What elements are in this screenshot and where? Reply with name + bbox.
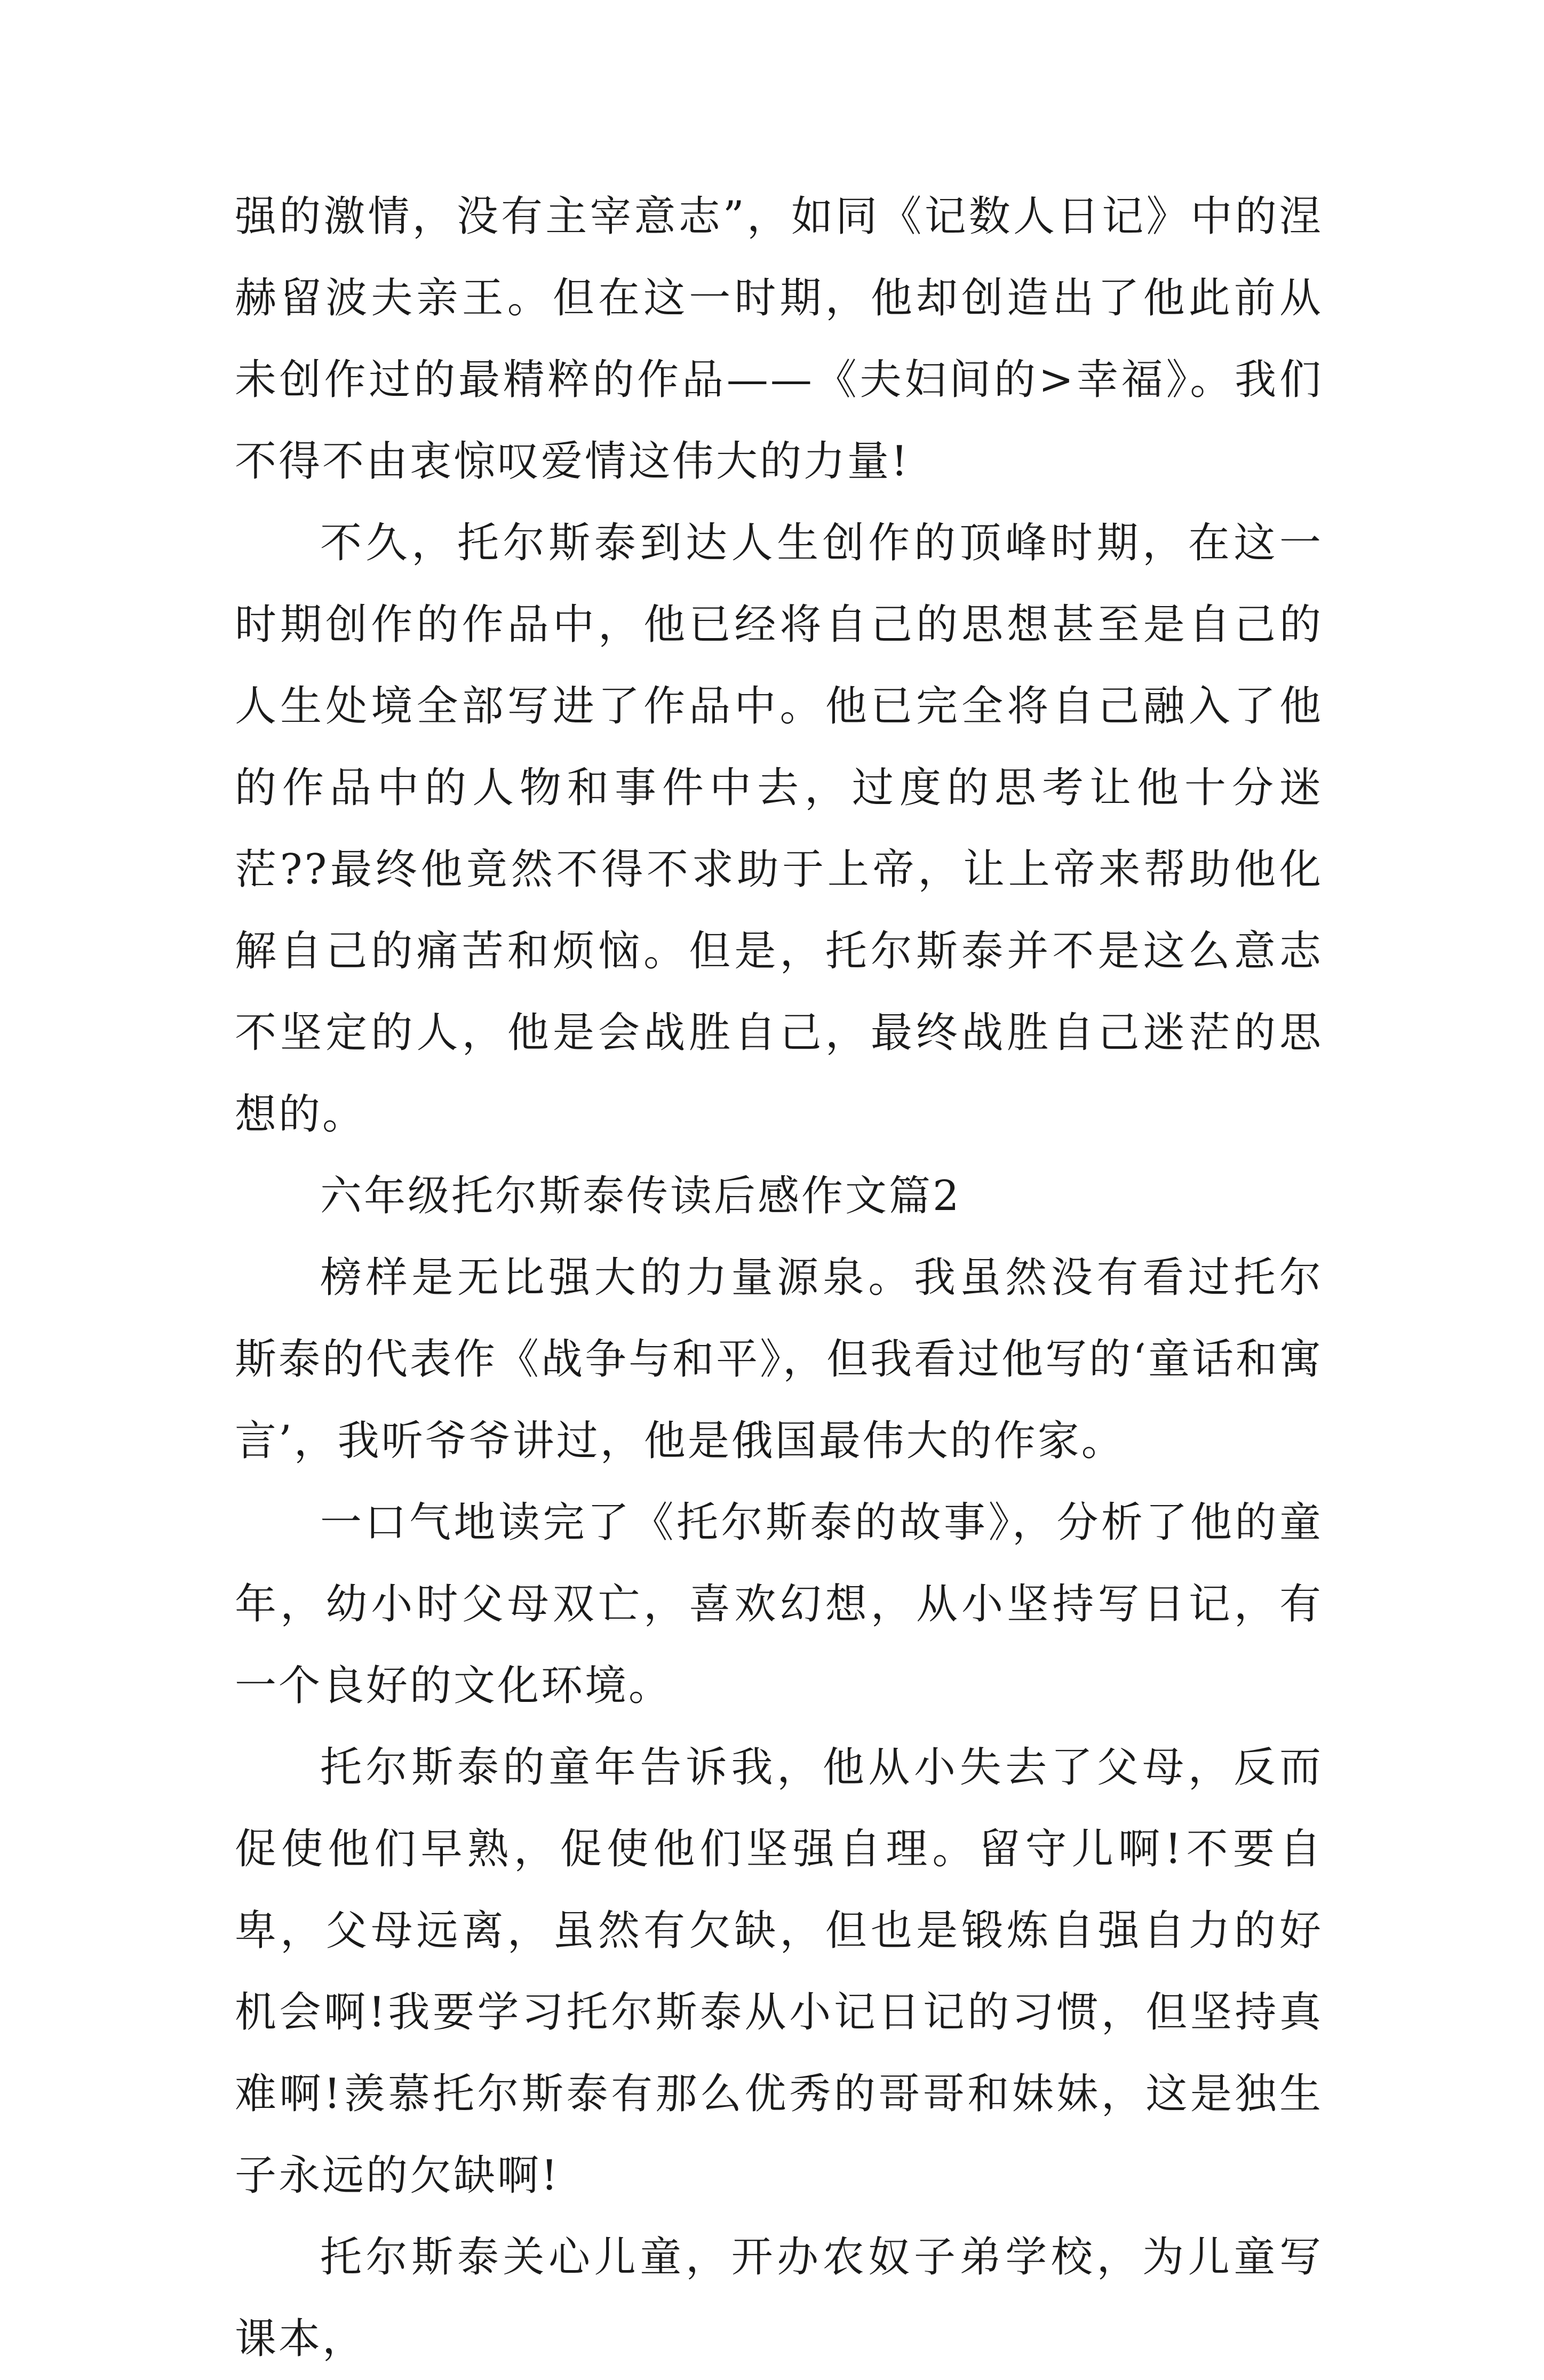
- paragraph: 托尔斯泰的童年告诉我，他从小失去了父母，反而促使他们早熟，促使他们坚强自理。留守儿啊!不要自卑，父母远离，虽然有欠缺，但也是锻炼自强自力的好机会啊!我要学习托尔斯泰从小记日记的习惯，但坚持真难啊!羡慕托尔斯泰有那么优秀的哥哥和妹妹，这是独生子永远的欠缺啊!: [235, 1744, 1323, 2200]
- section-heading: 六年级托尔斯泰传读后感作文篇2: [320, 1172, 961, 1220]
- body-text: [235, 176, 1323, 2380]
- paragraph: 托尔斯泰关心儿童，开办农奴子弟学校，为儿童写课本，: [235, 2233, 1323, 2363]
- paragraph: 榜样是无比强大的力量源泉。我虽然没有看过托尔斯泰的代表作《战争与和平》，但我看过他写的‘童话和寓言’，我听爷爷讲过，他是俄国最伟大的作家。: [235, 1254, 1323, 1465]
- paragraph: 强的激情，没有主宰意志”，如同《记数人日记》中的涅赫留波夫亲王。但在这一时期，他却创造出了他此前从未创作过的最精粹的作品——《夫妇间的>幸福》。我们不得不由衷惊叹爱情这伟大的力量!: [235, 193, 1323, 485]
- paragraph: 不久，托尔斯泰到达人生创作的顶峰时期，在这一时期创作的作品中，他已经将自己的思想甚至是自己的人生处境全部写进了作品中。他已完全将自己融入了他的作品中的人物和事件中去，过度的思考让他十分迷茫??最终他竟然不得不求助于上帝，让上帝来帮助他化解自己的痛苦和烦恼。但是，托尔斯泰并不是这么意志不坚定的人，他是会战胜自己，最终战胜自己迷茫的思想的。: [235, 519, 1323, 1139]
- paragraph: 一口气地读完了《托尔斯泰的故事》，分析了他的童年，幼小时父母双亡，喜欢幻想，从小坚持写日记，有一个良好的文化环境。: [235, 1499, 1323, 1710]
